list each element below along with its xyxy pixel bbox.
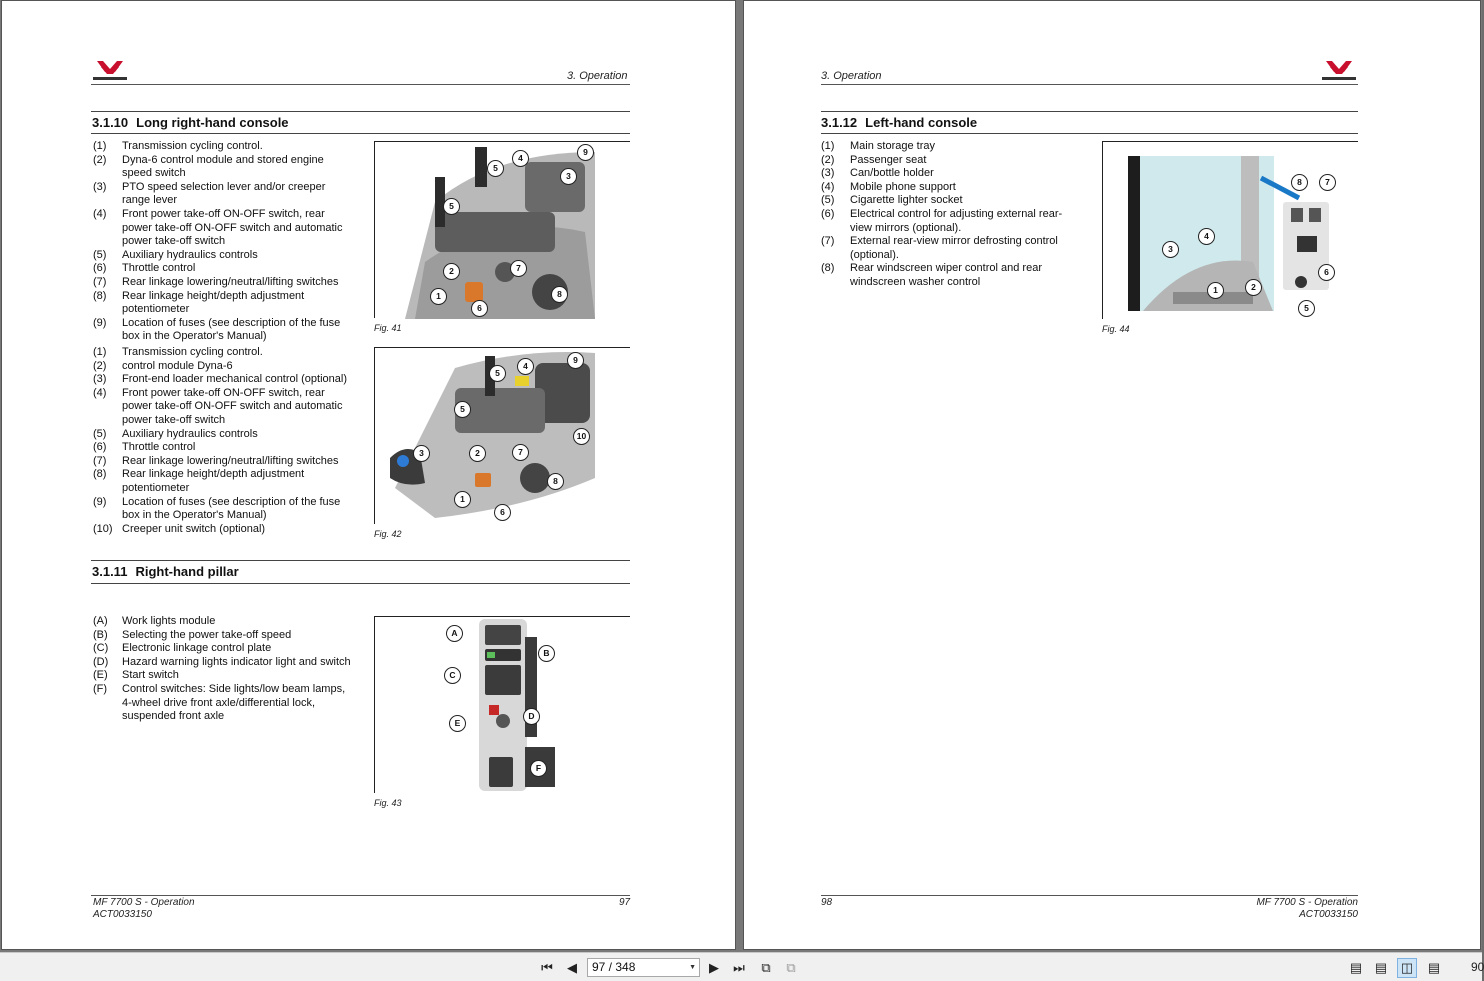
- list-item: [93, 262, 355, 276]
- figure-callout: E: [449, 715, 466, 732]
- list-item-key: (6): [93, 262, 107, 275]
- list-item-key: (E): [93, 669, 108, 682]
- list-item-text: External rear-view mirror defrosting control (optional).: [850, 235, 1058, 261]
- section-title: Left-hand console: [865, 115, 978, 130]
- last-page-icon[interactable]: ⏭: [733, 960, 745, 975]
- continuous-icon[interactable]: ▤: [1374, 960, 1388, 975]
- list-item-key: (3): [821, 167, 835, 180]
- figure-callout: 6: [494, 504, 511, 521]
- figure-callout: D: [523, 708, 540, 725]
- figure-callout: 10: [573, 428, 590, 445]
- list-item-text: Dyna-6 control module and stored engine speed switch: [122, 153, 324, 180]
- list-item-key: (7): [93, 454, 107, 467]
- list-item-key: (8): [821, 262, 835, 275]
- list-item-key: (2): [821, 153, 835, 166]
- footer-rule: [91, 895, 630, 896]
- footer-rule: [821, 895, 1358, 896]
- section-rule: [91, 560, 630, 561]
- list-item-text: Control switches: Side lights/low beam lamps, 4-wheel drive front axle/differential lock, suspended front axle: [122, 682, 346, 723]
- list-item-key: (2): [93, 153, 107, 166]
- list-item-key: (7): [93, 275, 107, 288]
- footer-code: ACT0033150: [1299, 909, 1358, 920]
- figure-callout: 7: [512, 444, 529, 461]
- header-rule: [821, 84, 1358, 85]
- list-item-key: (7): [821, 235, 835, 248]
- figure-callout: 1: [430, 288, 447, 305]
- list-item-text: Electronic linkage control plate: [122, 642, 272, 655]
- list-item-text: Can/bottle holder: [850, 167, 934, 180]
- figure-43: [374, 616, 630, 793]
- section-rule: [821, 133, 1358, 134]
- figure-callout: 5: [489, 365, 506, 382]
- list-item-text: PTO speed selection lever and/or creeper range lever: [122, 180, 326, 207]
- list-item: [821, 181, 1069, 195]
- list-item: [93, 360, 355, 374]
- list-item-key: (4): [93, 386, 107, 399]
- figure-callout: 7: [1319, 174, 1336, 191]
- list-item: [93, 208, 355, 249]
- list-item-text: Cigarette lighter socket: [850, 194, 963, 207]
- list-item: [93, 523, 355, 537]
- section-rule: [91, 111, 630, 112]
- section-title: Long right-hand console: [136, 115, 289, 130]
- fit-icon[interactable]: ⧉: [786, 960, 796, 975]
- list-item-text: Location of fuses (see description of the fuse box in the Operator's Manual): [122, 495, 341, 522]
- list-item-text: Mobile phone support: [850, 180, 956, 193]
- list-item-text: Front-end loader mechanical control (optional): [122, 373, 348, 386]
- list-item-key: (8): [93, 468, 107, 481]
- list-item: [93, 656, 355, 670]
- list-item-text: Rear linkage height/depth adjustment potentiometer: [122, 468, 305, 494]
- figure-callout: 8: [551, 286, 568, 303]
- figure-44: [1102, 141, 1358, 319]
- figure-callout: 3: [560, 168, 577, 185]
- list-item-key: (1): [821, 140, 835, 152]
- list-item-text: Throttle control: [122, 262, 196, 275]
- page-number-input[interactable]: [587, 958, 700, 977]
- figure-callout: 8: [1291, 174, 1308, 191]
- figure-callout: 2: [1245, 279, 1262, 296]
- zoom-level[interactable]: 90: [1471, 960, 1484, 974]
- list-item-key: (F): [93, 682, 108, 695]
- figure-caption: Fig. 41: [374, 323, 402, 333]
- list-item: [821, 167, 1069, 181]
- list-item-key: (C): [93, 642, 109, 655]
- section-heading-3-1-11: [92, 564, 239, 579]
- figure-callout: 3: [1162, 241, 1179, 258]
- list-item: [93, 629, 355, 643]
- list-item: [93, 373, 355, 387]
- rotate-icon[interactable]: ⧉: [761, 960, 771, 975]
- list-item-key: (4): [821, 180, 835, 193]
- list-item: [821, 235, 1069, 262]
- list-item: [93, 290, 355, 317]
- section-rule: [91, 133, 630, 134]
- list-item-text: Selecting the power take-off speed: [122, 628, 292, 641]
- list-item-text: Rear linkage height/depth adjustment potentiometer: [122, 289, 305, 316]
- list-item: [93, 468, 355, 495]
- figure-callout: B: [538, 645, 555, 662]
- figure-callout: 9: [577, 144, 594, 161]
- list-item: [93, 615, 355, 629]
- list-item-key: (3): [93, 180, 107, 193]
- list-item-text: Throttle control: [122, 441, 196, 454]
- footer-title: MF 7700 S - Operation: [1256, 897, 1358, 908]
- figure-caption: Fig. 44: [1102, 324, 1130, 334]
- figure-callout: A: [446, 625, 463, 642]
- footer-title: MF 7700 S - Operation: [93, 897, 195, 908]
- page-header: 3. Operation: [567, 70, 628, 82]
- section-number: 3.1.11: [92, 564, 128, 579]
- page-98: [743, 0, 1481, 950]
- list-item-key: (2): [93, 359, 107, 372]
- figure-caption: Fig. 43: [374, 798, 402, 808]
- figure-callout: 4: [517, 358, 534, 375]
- list-item-key: (1): [93, 140, 107, 152]
- viewer-toolbar: [0, 952, 1482, 981]
- list-item: [821, 154, 1069, 168]
- list-item-text: Rear linkage lowering/neutral/lifting switches: [122, 454, 339, 467]
- list-item-text: Location of fuses (see description of the fuse box in the Operator's Manual): [122, 316, 341, 343]
- figure-callout: 5: [1298, 300, 1315, 317]
- figure-caption: Fig. 42: [374, 529, 402, 539]
- figure-callout: 5: [443, 198, 460, 215]
- list-item-text: Auxiliary hydraulics controls: [122, 248, 258, 261]
- page-number-value: 97 / 348: [592, 960, 636, 974]
- footer-doc: [1234, 897, 1358, 921]
- list-item: [93, 317, 355, 344]
- list-item: [93, 154, 355, 181]
- list-item: [93, 249, 355, 263]
- list-item: [93, 181, 355, 208]
- figure-callout: 5: [487, 160, 504, 177]
- page-header: 3. Operation: [821, 70, 882, 82]
- figure-callout: 7: [510, 260, 527, 277]
- console-list-a: [93, 140, 355, 344]
- list-item-key: (6): [93, 441, 107, 454]
- list-item-text: Front power take-off ON-OFF switch, rear power take-off ON-OFF switch and automatic power take-off switch: [122, 207, 343, 248]
- list-item: [821, 208, 1069, 235]
- list-item-key: (6): [821, 207, 835, 220]
- pillar-photo-43: [375, 617, 631, 794]
- figure-42: [374, 347, 630, 524]
- list-item-key: (9): [93, 495, 107, 508]
- list-item-text: Passenger seat: [850, 153, 927, 166]
- list-item-key: (5): [821, 194, 835, 207]
- list-item-text: Rear linkage lowering/neutral/lifting switches: [122, 275, 339, 288]
- figure-callout: 2: [469, 445, 486, 462]
- list-item-key: (9): [93, 316, 107, 329]
- list-item: [821, 140, 1069, 154]
- page-number: 97: [619, 897, 631, 908]
- list-item-text: Transmission cycling control.: [122, 346, 263, 358]
- figure-callout: 2: [443, 263, 460, 280]
- list-item-text: Electrical control for adjusting external rear-view mirrors (optional).: [850, 207, 1063, 234]
- console-list-b: [93, 346, 355, 536]
- list-item-text: Rear windscreen wiper control and rear windscreen washer control: [850, 262, 1042, 288]
- list-item-text: Start switch: [122, 669, 179, 682]
- section-rule: [91, 583, 630, 584]
- list-item-text: Creeper unit switch (optional): [122, 522, 266, 535]
- section-heading-3-1-12: [821, 115, 977, 130]
- section-number: 3.1.12: [821, 115, 858, 130]
- list-item: [93, 496, 355, 523]
- list-item-key: (4): [93, 207, 107, 220]
- section-title: Right-hand pillar: [135, 564, 239, 579]
- list-item-key: (8): [93, 289, 107, 302]
- list-item-text: control module Dyna-6: [122, 359, 233, 372]
- list-item: [93, 346, 355, 360]
- left-console-photo-44: [1103, 142, 1359, 320]
- two-page-icon[interactable]: ◫: [1397, 958, 1417, 978]
- footer-doc: [93, 897, 195, 921]
- list-item: [93, 669, 355, 683]
- single-page-icon[interactable]: ▤: [1349, 960, 1363, 975]
- header-rule: [91, 84, 630, 85]
- list-item-text: Front power take-off ON-OFF switch, rear power take-off ON-OFF switch and automatic power take-off switch: [122, 386, 343, 426]
- list-item: [93, 140, 355, 154]
- massey-ferguson-logo: [1320, 59, 1358, 83]
- list-item: [821, 262, 1069, 289]
- list-item: [93, 642, 355, 656]
- figure-41: [374, 141, 630, 318]
- figure-callout: 6: [471, 300, 488, 317]
- list-item: [93, 683, 355, 724]
- list-item-key: (D): [93, 655, 109, 668]
- list-item-text: Transmission cycling control.: [122, 140, 263, 152]
- footer-code: ACT0033150: [93, 909, 152, 920]
- two-page-continuous-icon[interactable]: ▤: [1427, 960, 1441, 975]
- figure-callout: 3: [413, 445, 430, 462]
- figure-callout: 9: [567, 352, 584, 369]
- figure-callout: 4: [1198, 228, 1215, 245]
- figure-callout: 1: [454, 491, 471, 508]
- figure-callout: C: [444, 667, 461, 684]
- section-heading-3-1-10: [92, 115, 289, 130]
- pillar-list: [93, 615, 355, 724]
- section-number: 3.1.10: [92, 115, 129, 130]
- chevron-down-icon[interactable]: ▼: [689, 964, 696, 971]
- list-item-text: Hazard warning lights indicator light and switch: [122, 655, 351, 668]
- list-item-key: (A): [93, 615, 108, 627]
- figure-callout: 6: [1318, 264, 1335, 281]
- list-item: [93, 387, 355, 428]
- list-item: [821, 194, 1069, 208]
- section-rule: [821, 111, 1358, 112]
- list-item: [93, 276, 355, 290]
- figure-callout: F: [530, 760, 547, 777]
- list-item-key: (10): [93, 522, 113, 535]
- list-item: [93, 455, 355, 469]
- figure-callout: 4: [512, 150, 529, 167]
- first-page-icon[interactable]: ⏮: [541, 960, 553, 975]
- list-item-text: Main storage tray: [850, 140, 935, 152]
- list-item-key: (5): [93, 427, 107, 440]
- list-item-key: (1): [93, 346, 107, 358]
- list-item-text: Auxiliary hydraulics controls: [122, 427, 258, 440]
- list-item-key: (B): [93, 628, 108, 641]
- figure-callout: 5: [454, 401, 471, 418]
- figure-callout: 8: [547, 473, 564, 490]
- left-console-list: [821, 140, 1069, 290]
- page-97: [1, 0, 736, 950]
- next-page-icon[interactable]: ▶: [709, 960, 719, 975]
- list-item-key: (3): [93, 373, 107, 386]
- massey-ferguson-logo: [91, 59, 129, 83]
- page-number: 98: [821, 897, 833, 908]
- list-item: [93, 428, 355, 442]
- list-item: [93, 441, 355, 455]
- list-item-text: Work lights module: [122, 615, 216, 627]
- list-item-key: (5): [93, 248, 107, 261]
- figure-callout: 1: [1207, 282, 1224, 299]
- prev-page-icon[interactable]: ◀: [567, 960, 577, 975]
